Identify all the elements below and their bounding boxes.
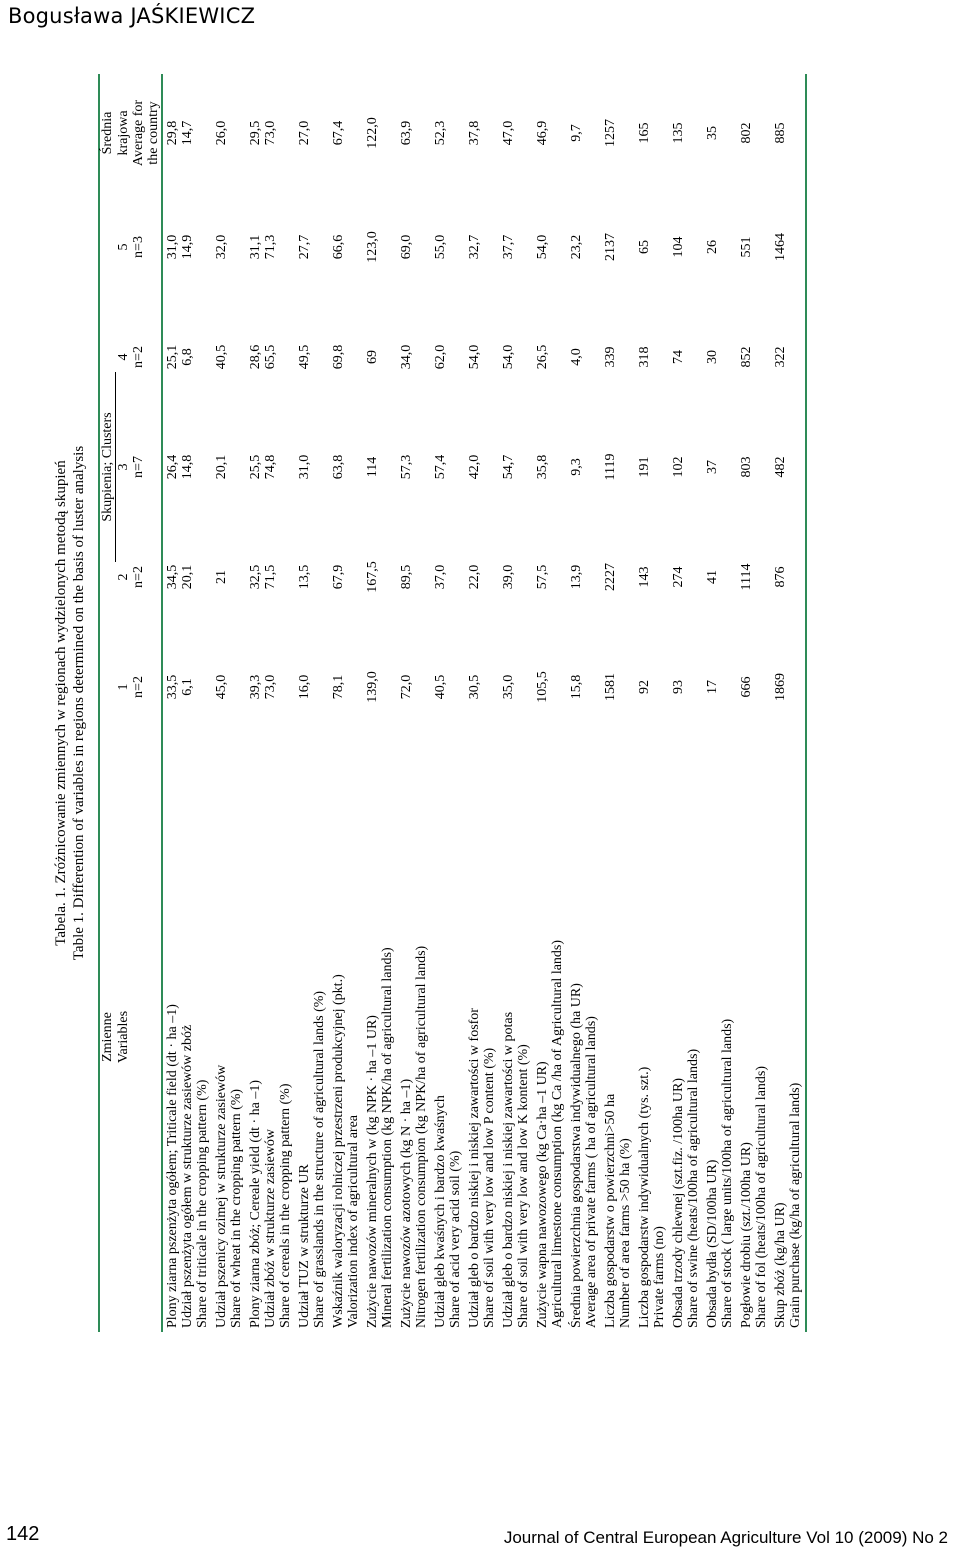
- cell-value: 72,0: [399, 674, 414, 700]
- cell-value: 63,9: [399, 120, 414, 146]
- cell-value: 54,7: [501, 454, 516, 480]
- cell-value: 34,5 20,1: [165, 564, 195, 590]
- cell-value: 52,3: [433, 120, 448, 146]
- cell-value: 45,0: [214, 674, 229, 700]
- row-label: [295, 742, 329, 1332]
- table-row: [431, 74, 465, 1332]
- row-label-line: Share of cereals in the cropping pattern (%): [278, 1083, 293, 1328]
- row-label-line: Udział TUZ w strukturze UR: [297, 1164, 312, 1328]
- row-label-line: Udział zbóż w strukturze zasiewów: [263, 1128, 278, 1328]
- cell-value: 191: [637, 456, 652, 478]
- cell-value: 22,0: [467, 564, 482, 590]
- cell-value: 9,3: [569, 458, 584, 476]
- cell-value: 26: [705, 240, 720, 254]
- row-label-line: Obsada bydła (SD/100ha UR): [705, 1159, 720, 1328]
- cell-value: 2137: [603, 233, 618, 261]
- cell-value: 339: [603, 346, 618, 368]
- cell-value: 135: [671, 122, 686, 144]
- cell-value: 35: [705, 126, 720, 140]
- cell-value: 2227: [603, 563, 618, 591]
- cell-value: 66,6: [331, 234, 346, 260]
- row-label-line: Udział gleb kwaśnych i bardzo kwaśnych: [433, 1095, 448, 1328]
- variables-header-en: Variables: [116, 742, 162, 1332]
- cell-value: 803: [739, 456, 754, 478]
- row-label-line: Share of soil with very low and low K kontent (%): [516, 1044, 531, 1328]
- row-label-line: Average area of private farms ( ha of agricultural lands): [584, 1016, 599, 1328]
- cell-value: 16,0: [297, 674, 312, 700]
- table-row: [212, 74, 246, 1332]
- row-label-line: Liczba gospodarstw indywidualnych (tys. szt.): [637, 1066, 652, 1328]
- row-label-line: Share of soil with very low and low P content (%): [482, 1047, 497, 1328]
- row-label: [737, 742, 771, 1332]
- table-row: [601, 74, 635, 1332]
- cell-value: 67,9: [331, 564, 346, 590]
- row-label-line: Grain purchase (kg/ha of agricultural lands): [788, 1082, 803, 1328]
- average-header-rest: krajowa Average for the country: [116, 74, 162, 192]
- cell-value: 74: [671, 350, 686, 364]
- cell-value: 143: [637, 566, 652, 588]
- row-label-line: Wskaźnik waloryzacji rolniczej przestrzeni produkcyjnej (pkt.): [331, 974, 346, 1328]
- cell-value: 32,5 71,5: [248, 564, 278, 590]
- data-table: [98, 74, 807, 1332]
- cluster-4-header: 4 n=2: [116, 302, 162, 412]
- rotated-table-block: [52, 58, 872, 1348]
- row-label-line: Valorization index of agricultural area: [346, 1114, 361, 1328]
- cell-value: 67,4: [331, 120, 346, 146]
- cell-value: 322: [771, 302, 806, 412]
- cell-value: 105,5: [535, 671, 550, 703]
- table-caption-pl: Tabela. 1. Zróżnicowanie zmiennych w regionach wydzielonych metodą skupień: [53, 460, 69, 946]
- row-label-line: Zużycie nawozów azotowych (kg N · ha –1): [399, 1078, 414, 1328]
- cell-value: 27,0: [297, 120, 312, 146]
- cluster-1-header: 1 n=2: [116, 632, 162, 742]
- row-label: [246, 742, 295, 1332]
- cell-value: 26,5: [535, 344, 550, 370]
- row-label-line: Mineral fertilization consumption (kg NPK/ha of agricultural lands): [380, 947, 395, 1328]
- row-label-line: Pogłowie drobiu (szt./100ha UR): [739, 1142, 754, 1328]
- average-header-1: Średnia: [99, 74, 116, 192]
- row-label: [162, 742, 212, 1332]
- cell-value: 551: [739, 236, 754, 258]
- cell-value: 26,0: [214, 120, 229, 146]
- cell-value: 802: [739, 122, 754, 144]
- cell-value: 482: [771, 412, 806, 522]
- table-row: [499, 74, 533, 1332]
- cell-value: 318: [637, 346, 652, 368]
- cell-value: 69,8: [331, 344, 346, 370]
- cell-value: 34,0: [399, 344, 414, 370]
- table-row: [635, 74, 669, 1332]
- cell-value: 31,0: [297, 454, 312, 480]
- cell-value: 46,9: [535, 120, 550, 146]
- row-label-line: Zużycie wapna nawozowego (kg Ca·ha –1 UR): [535, 1061, 550, 1328]
- row-label-line: Plony ziarna pszenżyta ogółem; Triticale field (dt · ha –1): [165, 1004, 180, 1328]
- row-label-line: Agricultural limestone consumption (kg Ca /ha of Agricultural lands): [550, 939, 565, 1328]
- row-label-line: Share of fol (heats/100ha of agricultural lands): [754, 1065, 769, 1328]
- cell-value: 1581: [603, 673, 618, 701]
- row-label: [635, 742, 669, 1332]
- row-label-line: Share of stock ( large units/100ha of agricultural lands): [720, 1018, 735, 1328]
- row-label: [212, 742, 246, 1332]
- row-label-line: Udział pszenicy ozimej w strukturze zasiewów: [214, 1064, 229, 1328]
- cell-value: 122,0: [365, 117, 380, 149]
- cell-value: 102: [671, 456, 686, 478]
- cell-value: 1869: [771, 632, 806, 742]
- cell-value: 139,0: [365, 671, 380, 703]
- cell-value: 167,5: [365, 561, 380, 593]
- cell-value: 23,2: [569, 234, 584, 260]
- table-row: [465, 74, 499, 1332]
- cell-value: 37,7: [501, 234, 516, 260]
- cell-value: 57,4: [433, 454, 448, 480]
- cell-value: 31,1 71,3: [248, 234, 278, 260]
- cluster-2-header: 2 n=2: [116, 522, 162, 632]
- cell-value: 876: [771, 522, 806, 632]
- cell-value: 57,5: [535, 564, 550, 590]
- cell-value: 21: [214, 570, 229, 584]
- cell-value: 49,5: [297, 344, 312, 370]
- cell-value: 13,9: [569, 564, 584, 590]
- row-label: [363, 742, 397, 1332]
- table-row: [363, 74, 397, 1332]
- cell-value: 666: [739, 676, 754, 698]
- cell-value: 55,0: [433, 234, 448, 260]
- journal-footer: Journal of Central European Agriculture Vol 10 (2009) No 2: [503, 1528, 948, 1547]
- cell-value: 274: [671, 566, 686, 588]
- cell-value: 39,0: [501, 564, 516, 590]
- cell-value: 57,3: [399, 454, 414, 480]
- table-row: [533, 74, 567, 1332]
- row-label-line: Skup zbóż (kg/ha UR): [773, 1202, 788, 1328]
- row-label: [567, 742, 601, 1332]
- cell-value: 93: [671, 680, 686, 694]
- cell-value: 123,0: [365, 231, 380, 263]
- cell-value: 47,0: [501, 120, 516, 146]
- row-label-line: Nitrogen fertilization consumpion (kg NPK/ha of agricultural lands): [414, 945, 429, 1328]
- row-label: [703, 742, 737, 1332]
- cell-value: 37,8: [467, 120, 482, 146]
- row-label: [771, 742, 806, 1332]
- table-row: [162, 74, 212, 1332]
- cell-value: 20,1: [214, 454, 229, 480]
- cell-value: 30: [705, 350, 720, 364]
- cell-value: 32,7: [467, 234, 482, 260]
- running-header-author: Bogusława JAŚKIEWICZ: [8, 4, 256, 28]
- row-label-line: Udział gleb o bardzo niskiej i niskiej zawartości w fosfor: [467, 1008, 482, 1328]
- table-caption-en: Table 1. Differention of variables in regions determined on the basis of luster analysis: [71, 445, 87, 961]
- cell-value: 9,7: [569, 124, 584, 142]
- cell-value: 37: [705, 460, 720, 474]
- cell-value: 54,0: [501, 344, 516, 370]
- row-label: [397, 742, 431, 1332]
- cell-value: 25,1 6,8: [165, 344, 195, 370]
- cell-value: 54,0: [467, 344, 482, 370]
- cell-value: 32,0: [214, 234, 229, 260]
- table-body: [162, 74, 806, 1332]
- cell-value: 40,5: [433, 674, 448, 700]
- cell-value: 4,0: [569, 348, 584, 366]
- page-number: 142: [6, 1523, 40, 1545]
- table-row: [329, 74, 363, 1332]
- row-label: [601, 742, 635, 1332]
- table-row: [737, 74, 771, 1332]
- row-label: [499, 742, 533, 1332]
- table-row: [771, 74, 806, 1332]
- cell-value: 26,4 14,8: [165, 454, 195, 480]
- row-label-line: Plony ziarna zbóż; Cereale yield (dt · ha –1): [248, 1079, 263, 1328]
- cell-value: 89,5: [399, 564, 414, 590]
- row-label-line: Share of wheat in the cropping pattern (%): [229, 1088, 244, 1328]
- row-label: [465, 742, 499, 1332]
- cell-value: 104: [671, 236, 686, 258]
- row-label-line: Udział pszenżyta ogółem w strukturze zasiewów zbóż: [180, 1024, 195, 1328]
- cell-value: 29,8 14,7: [165, 120, 195, 146]
- row-label-line: Share of acid very acid soil (%): [448, 1150, 463, 1328]
- cell-value: 17: [705, 680, 720, 694]
- row-label: [533, 742, 567, 1332]
- cell-value: 13,5: [297, 564, 312, 590]
- cluster-5-header: 5 n=3: [116, 192, 162, 302]
- table-row: [703, 74, 737, 1332]
- cell-value: 1114: [739, 563, 754, 591]
- row-label: [329, 742, 363, 1332]
- row-label-line: Średnia powierzchnia gospodarstwa indywidualnego (ha UR): [569, 983, 584, 1328]
- row-label: [669, 742, 703, 1332]
- cell-value: 69: [365, 350, 380, 364]
- row-label-line: Share of grasslands in the structure of agricultural lands (%): [312, 990, 327, 1328]
- row-label: [431, 742, 465, 1332]
- row-label-line: Share of swine (heats/100ha of agricultural lands): [686, 1048, 701, 1328]
- row-label-line: Obsada trzody chlewnej (szt.fiz. /100ha UR): [671, 1078, 686, 1328]
- cell-value: 35,8: [535, 454, 550, 480]
- row-label-line: Number of area farms >50 ha (%): [618, 1138, 633, 1328]
- table-row: [567, 74, 601, 1332]
- cell-value: 1119: [603, 453, 618, 481]
- cell-value: 78,1: [331, 674, 346, 700]
- cell-value: 33,5 6,1: [165, 674, 195, 700]
- table-row: [669, 74, 703, 1332]
- header-row-1: [99, 74, 116, 1332]
- row-label-line: Udział gleb o bardzo niskiej i niskiej zawartości w potas: [501, 1011, 516, 1328]
- cell-value: 1257: [603, 119, 618, 147]
- cell-value: 69,0: [399, 234, 414, 260]
- cell-value: 42,0: [467, 454, 482, 480]
- cell-value: 30,5: [467, 674, 482, 700]
- cell-value: 885: [771, 74, 806, 192]
- row-label-line: Zużycie nawozów mineralnych w (kg NPK · ha –1 UR): [365, 1015, 380, 1328]
- cell-value: 39,3 73,0: [248, 674, 278, 700]
- variables-header-pl: Zmienne: [99, 742, 116, 1332]
- row-label-line: Private farms (no): [652, 1226, 667, 1328]
- table-row: [397, 74, 431, 1332]
- cell-value: 63,8: [331, 454, 346, 480]
- clusters-header: Skupienia; Clusters: [99, 192, 116, 742]
- cell-value: 37,0: [433, 564, 448, 590]
- cell-value: 27,7: [297, 234, 312, 260]
- table-row: [246, 74, 295, 1332]
- cell-value: 41: [705, 570, 720, 584]
- cell-value: 852: [739, 346, 754, 368]
- cell-value: 62,0: [433, 344, 448, 370]
- table-row: [295, 74, 329, 1332]
- cell-value: 65: [637, 240, 652, 254]
- cell-value: 54,0: [535, 234, 550, 260]
- cell-value: 165: [637, 122, 652, 144]
- cell-value: 29,5 73,0: [248, 120, 278, 146]
- cell-value: 35,0: [501, 674, 516, 700]
- cell-value: 92: [637, 680, 652, 694]
- cell-value: 40,5: [214, 344, 229, 370]
- cell-value: 15,8: [569, 674, 584, 700]
- cell-value: 114: [365, 456, 380, 478]
- header-row-2: [116, 74, 162, 1332]
- cluster-3-header: 3 n=7: [116, 412, 162, 522]
- cell-value: 31,0 14,9: [165, 234, 195, 260]
- cell-value: 1464: [771, 192, 806, 302]
- cell-value: 28,6 65,5: [248, 344, 278, 370]
- row-label-line: Share of triticale in the cropping pattern (%): [195, 1079, 210, 1328]
- row-label-line: Liczba gospodarstw o powierzchni>50 ha: [603, 1093, 618, 1328]
- cell-value: 25,5 74,8: [248, 454, 278, 480]
